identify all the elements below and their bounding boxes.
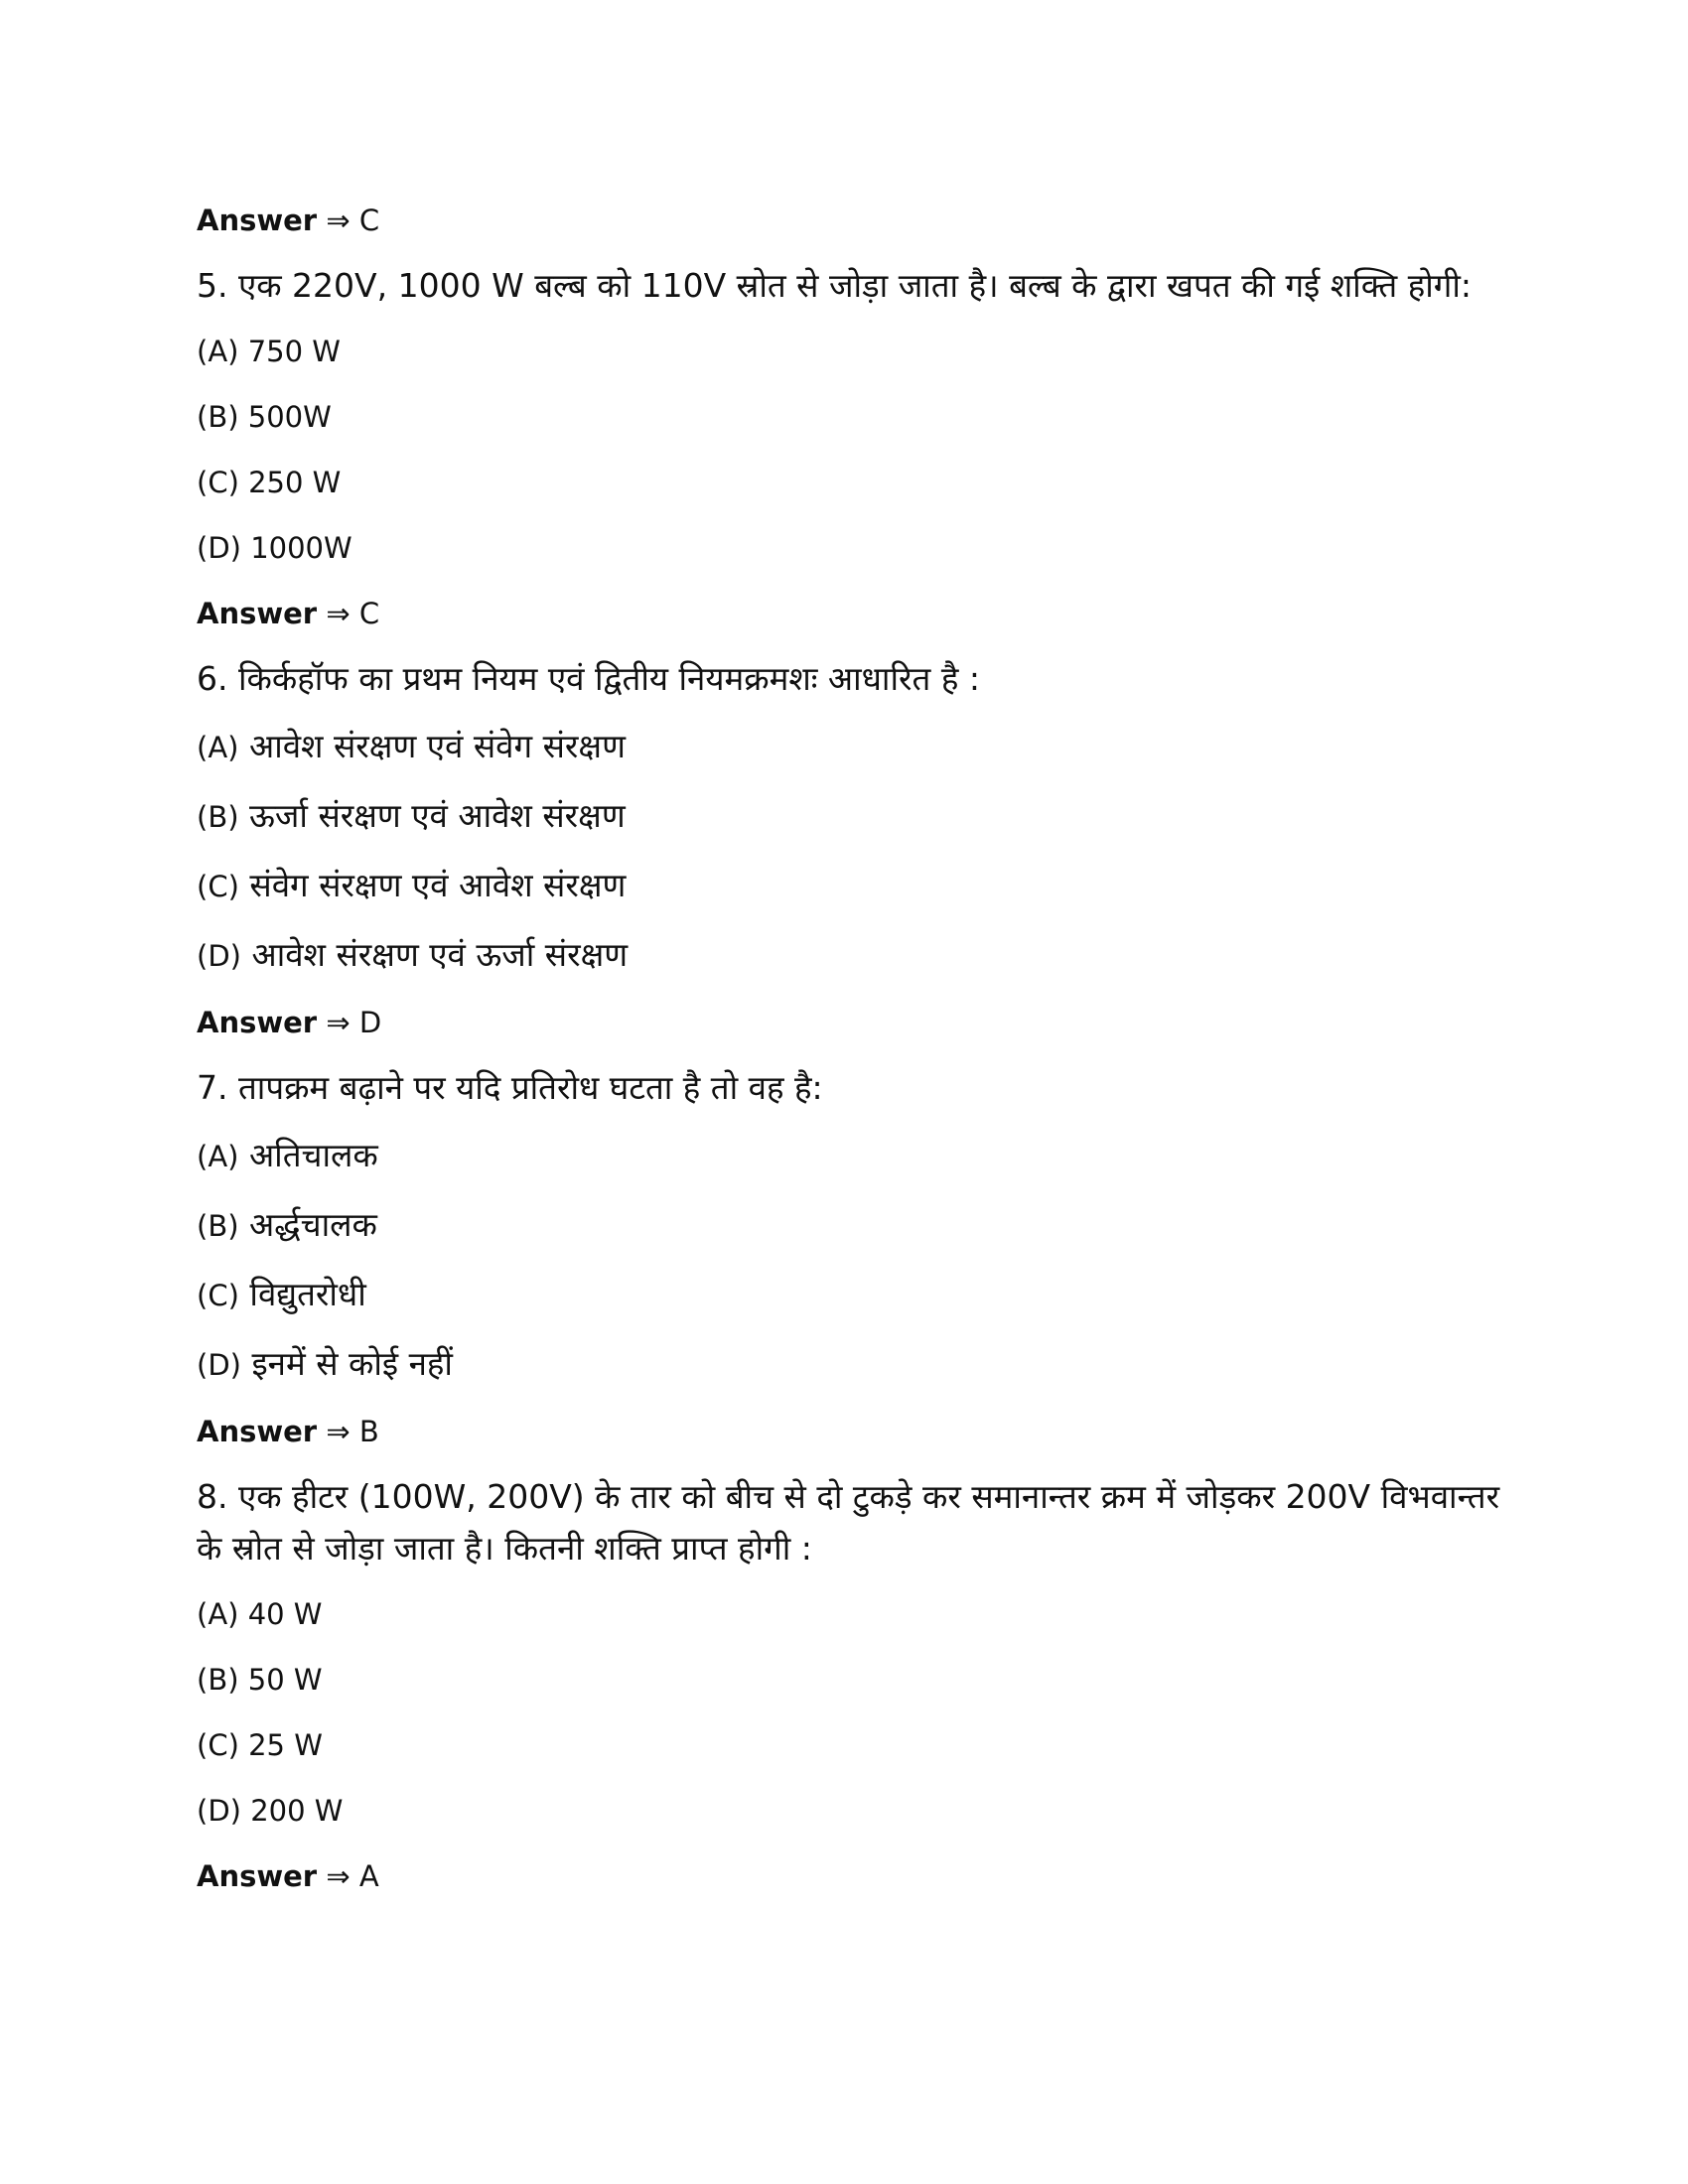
- q8-option-a: [197, 1588, 1517, 1640]
- answer-arrow: ⇒: [326, 204, 351, 237]
- q7-option-d: [197, 1336, 1517, 1392]
- option-key: (D): [197, 1348, 241, 1382]
- answer-line-top: [197, 195, 1517, 246]
- option-key: (A): [197, 731, 239, 764]
- option-text: 750 W: [247, 335, 341, 368]
- option-text: 200 W: [250, 1794, 344, 1828]
- option-text: अतिचालक: [248, 1136, 378, 1174]
- option-text: विद्युतरोधी: [249, 1275, 366, 1313]
- q6-option-c: [197, 858, 1517, 913]
- q5-answer: [197, 588, 1517, 639]
- option-text: इनमें से कोई नहीं: [251, 1344, 453, 1383]
- q7-option-b: [197, 1197, 1517, 1253]
- answer-label: Answer: [197, 1859, 318, 1893]
- answer-value: C: [358, 204, 380, 237]
- q7-answer: [197, 1406, 1517, 1457]
- option-key: (A): [197, 1597, 239, 1631]
- q8-option-c: [197, 1719, 1517, 1771]
- answer-arrow: ⇒: [326, 1006, 351, 1039]
- answer-arrow: ⇒: [326, 1415, 351, 1448]
- answer-value: D: [358, 1006, 382, 1039]
- answer-arrow: ⇒: [326, 597, 351, 630]
- q6-option-b: [197, 788, 1517, 844]
- option-text: संवेग संरक्षण एवं आवेश संरक्षण: [249, 866, 627, 904]
- q5-option-b: [197, 391, 1517, 443]
- option-key: (D): [197, 531, 241, 565]
- question-6: 6. किर्कहॉफ का प्रथम नियम एवं द्वितीय नियमक्रमशः आधारित है :: [197, 659, 980, 698]
- option-key: (C): [197, 1279, 239, 1312]
- option-key: (A): [197, 1140, 239, 1173]
- question-5: 5. एक 220V, 1000 W बल्ब को 110V स्रोत से जोड़ा जाता है। बल्ब के द्वारा खपत की गई शक्ति होगी:: [197, 266, 1473, 305]
- option-key: (C): [197, 466, 239, 499]
- question-7: 7. तापक्रम बढ़ाने पर यदि प्रतिरोध घटता है तो वह है:: [197, 1068, 823, 1107]
- option-text: आवेश संरक्षण एवं ऊर्जा संरक्षण: [251, 935, 629, 974]
- option-text: ऊर्जा संरक्षण एवं आवेश संरक्षण: [249, 796, 626, 835]
- option-text: 25 W: [248, 1728, 323, 1762]
- q8-answer: [197, 1850, 1517, 1902]
- answer-label: Answer: [197, 597, 318, 630]
- q8-option-d: [197, 1785, 1517, 1837]
- q5-option-c: [197, 457, 1517, 508]
- answer-arrow: ⇒: [326, 1859, 351, 1893]
- answer-label: Answer: [197, 1415, 318, 1448]
- q6-answer: [197, 997, 1517, 1048]
- option-text: अर्द्धचालक: [249, 1205, 377, 1244]
- answer-value: C: [358, 597, 380, 630]
- q7-option-a: [197, 1128, 1517, 1183]
- q5-option-d: [197, 522, 1517, 574]
- document-page: [197, 195, 1517, 1916]
- option-key: (C): [197, 870, 239, 903]
- option-text: 1000W: [250, 531, 352, 565]
- option-key: (B): [197, 800, 239, 834]
- q6-option-a: [197, 719, 1517, 774]
- option-key: (D): [197, 939, 241, 973]
- answer-value: A: [358, 1859, 379, 1893]
- option-text: आवेश संरक्षण एवं संवेग संरक्षण: [248, 727, 626, 765]
- option-key: (B): [197, 1209, 239, 1243]
- q8-option-b: [197, 1654, 1517, 1706]
- option-key: (B): [197, 1663, 239, 1697]
- option-text: 500W: [247, 400, 332, 434]
- option-text: 250 W: [248, 466, 342, 499]
- answer-label: Answer: [197, 204, 318, 237]
- option-key: (A): [197, 335, 239, 368]
- option-key: (D): [197, 1794, 241, 1828]
- option-text: 40 W: [247, 1597, 323, 1631]
- q7-option-c: [197, 1267, 1517, 1322]
- q5-option-a: [197, 326, 1517, 377]
- answer-label: Answer: [197, 1006, 318, 1039]
- option-key: (B): [197, 400, 239, 434]
- option-text: 50 W: [247, 1663, 323, 1697]
- q6-option-d: [197, 927, 1517, 983]
- answer-value: B: [358, 1415, 379, 1448]
- question-8: 8. एक हीटर (100W, 200V) के तार को बीच से दो टुकड़े कर समानान्तर क्रम में जोड़कर 200V विभवान्तर के स्रोत से जोड़ा जाता है। कितनी शक्ति प्राप्त होगी :: [197, 1477, 1500, 1568]
- option-key: (C): [197, 1728, 239, 1762]
